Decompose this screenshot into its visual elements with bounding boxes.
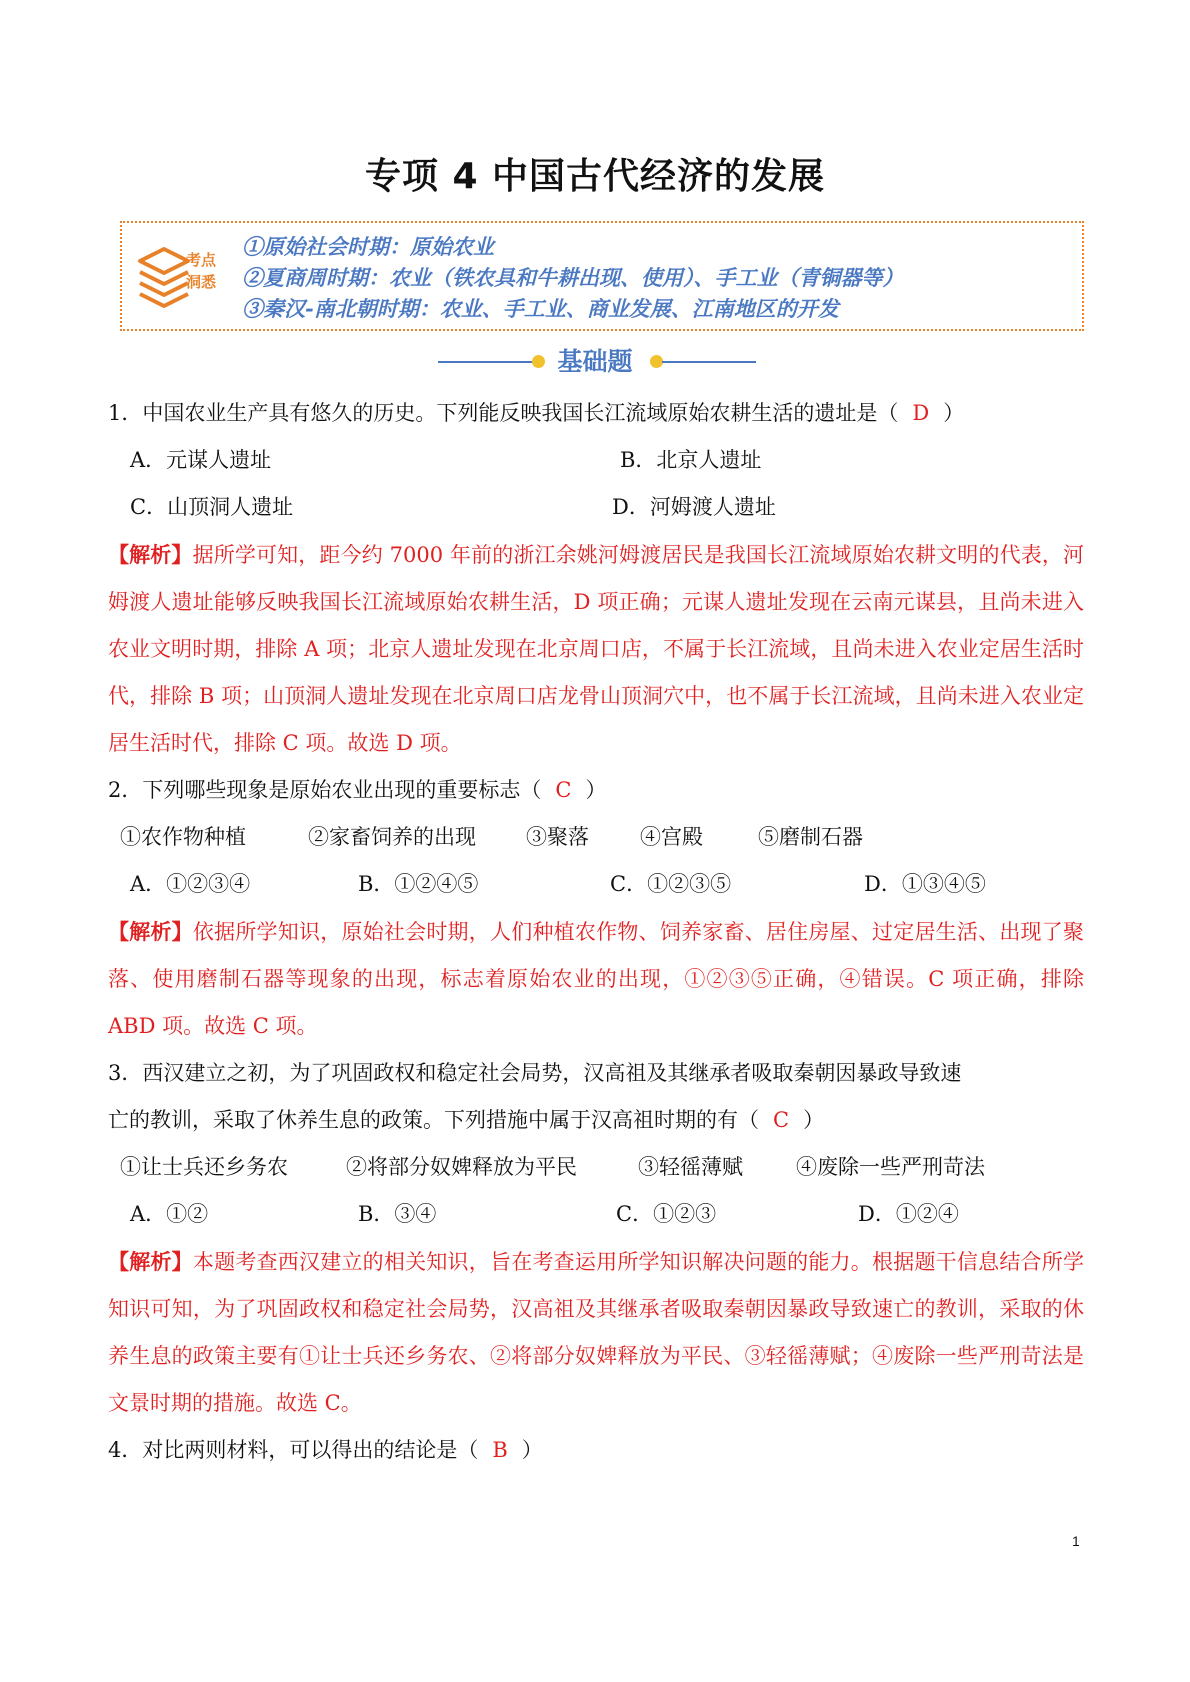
- answer: C: [773, 1108, 790, 1132]
- option-d: D．①③④⑤: [864, 872, 986, 896]
- item: ①让士兵还乡务农: [120, 1155, 288, 1179]
- key-point-1: ①原始社会时期：原始农业: [242, 234, 494, 259]
- item: ③聚落: [526, 825, 589, 849]
- option-c: C．山顶洞人遗址: [130, 495, 294, 519]
- questions: [108, 390, 1084, 1474]
- page-number: 1: [1072, 1533, 1080, 1549]
- section-title: 基础题: [557, 347, 633, 376]
- question-3-stem-line2: 亡的教训，采取了休养生息的政策。下列措施中属于汉高祖时期的有（ C ）: [108, 1097, 1084, 1144]
- question-3-options: [108, 1191, 1084, 1238]
- key-points-box: [120, 221, 1084, 331]
- question-1-options-row1: [108, 437, 1084, 484]
- option-d: D．①②④: [858, 1202, 959, 1226]
- key-points-list: [242, 231, 904, 324]
- answer: D: [912, 401, 930, 425]
- question-4-stem: 4．对比两则材料，可以得出的结论是（ B ）: [108, 1427, 1084, 1474]
- option-c: C．①②③⑤: [610, 872, 732, 896]
- item: ③轻徭薄赋: [638, 1155, 743, 1179]
- key-point-2: ②夏商周时期：农业（铁农具和牛耕出现、使用）、手工业（青铜器等）: [242, 265, 904, 290]
- question-1-options-row2: [108, 484, 1084, 531]
- option-b: B．北京人遗址: [620, 448, 762, 472]
- option-b: B．③④: [358, 1202, 437, 1226]
- key-point-3: ③秦汉-南北朝时期：农业、手工业、商业发展、江南地区的开发: [242, 296, 839, 321]
- question-3-explanation: 【解析】本题考查西汉建立的相关知识，旨在考查运用所学知识解决问题的能力。根据题干信息结合所学知识可知，为了巩固政权和稳定社会局势，汉高祖及其继承者吸取秦朝因暴政导致速亡的教训，采取的休养生息的政策主要有①让士兵还乡务农、②将部分奴婢释放为平民、③轻徭薄赋；④废除一些严刑苛法是文景时期的措施。故选 C。: [108, 1249, 1084, 1415]
- option-d: D．河姆渡人遗址: [612, 495, 776, 519]
- question-2-stem: 2．下列哪些现象是原始农业出现的重要标志（ C ）: [108, 767, 1084, 814]
- page-title: 专项 4 中国古代经济的发展: [364, 156, 826, 197]
- question-1-stem: 1．中国农业生产具有悠久的历史。下列能反映我国长江流域原始农耕生活的遗址是（ D ）: [108, 390, 1084, 437]
- option-a: A．①②: [130, 1202, 209, 1226]
- divider-right: [662, 361, 756, 363]
- item: ⑤磨制石器: [758, 825, 863, 849]
- section-header: [0, 342, 1190, 382]
- question-3-stem-line1: 3．西汉建立之初，为了巩固政权和稳定社会局势，汉高祖及其继承者吸取秦朝因暴政导致速: [108, 1061, 962, 1085]
- option-c: C．①②③: [616, 1202, 717, 1226]
- option-a: A．元谋人遗址: [130, 448, 272, 472]
- question-1-explanation: 【解析】据所学可知，距今约 7000 年前的浙江余姚河姆渡居民是我国长江流域原始农耕文明的代表，河姆渡人遗址能够反映我国长江流域原始农耕生活，D 项正确；元谋人遗址发现在云南元谋县，且尚未进入农业文明时期，排除 A 项；北京人遗址发现在北京周口店，不属于长江流域，且尚未进入农业定居生活时代，排除 B 项；山顶洞人遗址发现在北京周口店龙骨山顶洞穴中，也不属于长江流域，且尚未进入农业定居生活时代，排除 C 项。故选 D 项。: [108, 542, 1085, 755]
- question-2-options: [108, 861, 1084, 908]
- answer: C: [555, 778, 572, 802]
- answer: B: [492, 1438, 508, 1462]
- item: ④废除一些严刑苛法: [796, 1155, 985, 1179]
- option-b: B．①②④⑤: [358, 872, 479, 896]
- question-3-items: [108, 1144, 1084, 1191]
- option-a: A．①②③④: [130, 872, 251, 896]
- question-2-explanation: 【解析】依据所学知识，原始社会时期，人们种植农作物、饲养家畜、居住房屋、过定居生活、出现了聚落、使用磨制石器等现象的出现，标志着原始农业的出现，①②③⑤正确，④错误。C 项正确，排除 ABD 项。故选 C 项。: [108, 919, 1084, 1038]
- item: ①农作物种植: [120, 825, 246, 849]
- question-2-items: [108, 814, 1084, 861]
- item: ②家畜饲养的出现: [308, 825, 476, 849]
- key-points-badge: 考点洞悉: [186, 251, 217, 291]
- item: ②将部分奴婢释放为平民: [346, 1155, 577, 1179]
- item: ④宫殿: [640, 825, 703, 849]
